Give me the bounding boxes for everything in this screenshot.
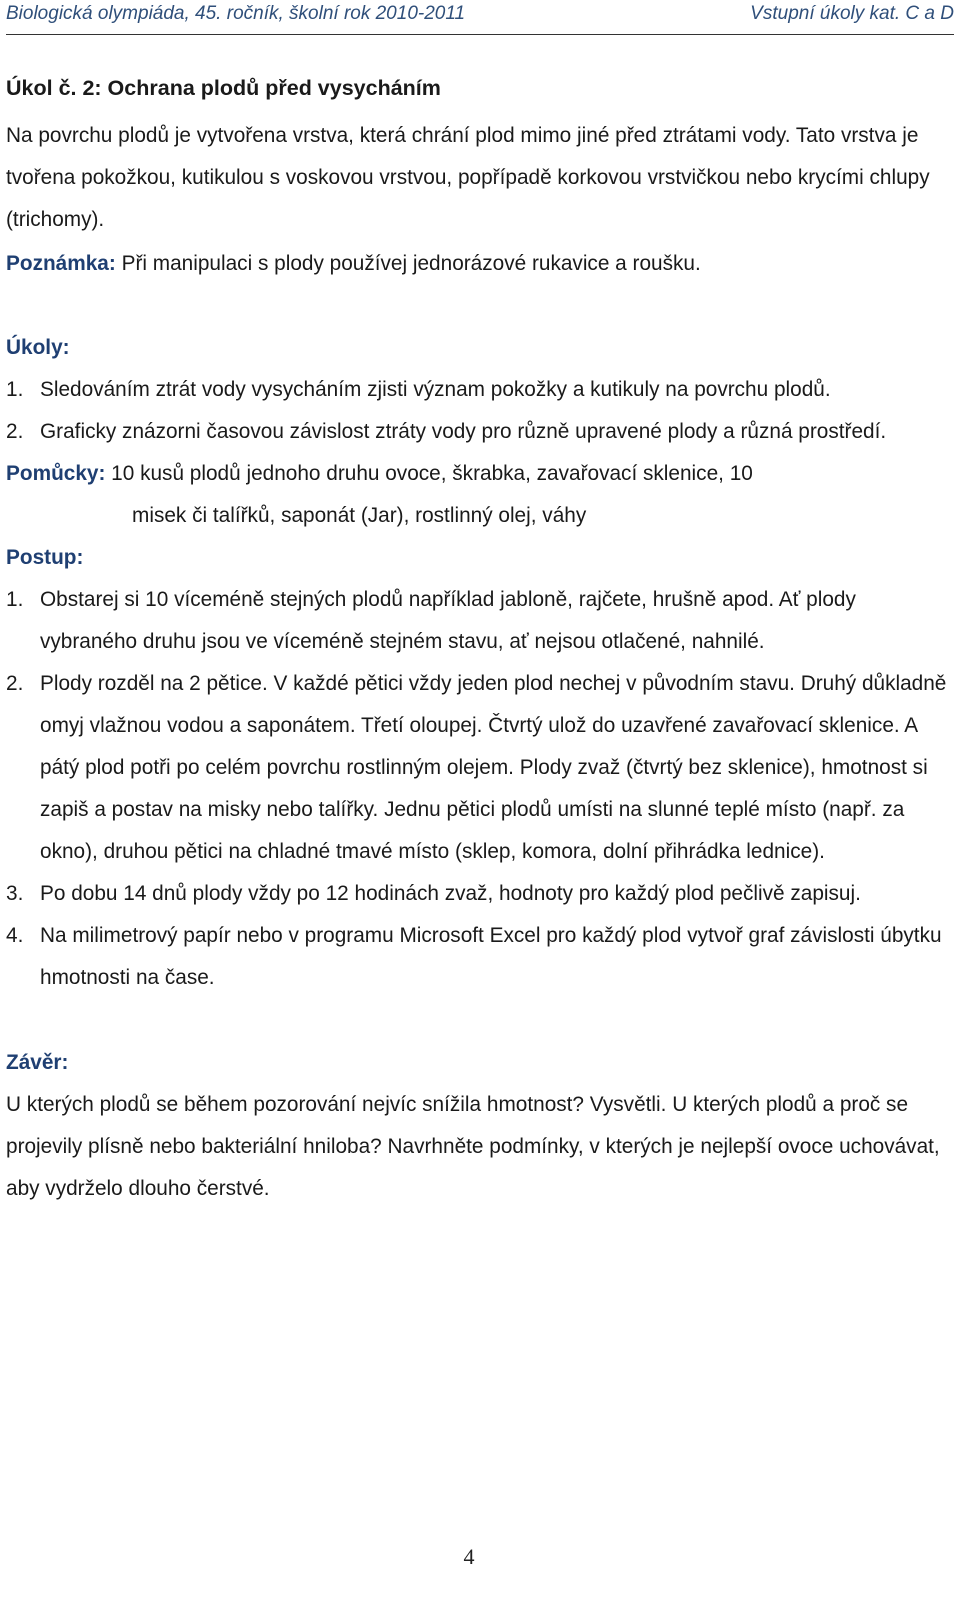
postup-item-text: Plody rozděl na 2 pětice. V každé pětici vždy jeden plod nechej v původním stavu. Druhý důkladně omyj vlažnou vodou a saponátem. Třetí oloupej. Čtvrtý ulož do uzavřené zavařovací sklenice. A pátý plod potři po celém povrchu rostlinným olejem. Plody zvaž (čtvrtý bez sklenice), hmotnost si zapiš a postav na misky nebo talířky. Jednu pětici plodů umísti na slunné teplé místo (např. za okno), druhou pětici na chladné tmavé místo (sklep, komora, dolní přihrádka lednice).	[40, 672, 947, 863]
spacer	[6, 285, 951, 327]
postup-heading: Postup:	[6, 546, 84, 569]
postup-item	[6, 579, 951, 663]
header-left-text: Biologická olympiáda, 45. ročník, školní rok 2010-2011	[6, 3, 466, 24]
document-body	[6, 72, 951, 1210]
ukoly-item	[6, 411, 951, 453]
ukoly-item-text: Sledováním ztrát vody vysycháním zjisti význam pokožky a kutikuly na povrchu plodů.	[40, 378, 831, 401]
task-intro: Na povrchu plodů je vytvořena vrstva, která chrání plod mimo jiné před ztrátami vody. Tato vrstva je tvořena pokožkou, kutikulou s voskovou vrstvou, popřípadě korkovou vrstvičkou nebo krycími chlupy (trichomy).	[6, 124, 930, 231]
note-label: Poznámka:	[6, 252, 116, 275]
pomucky-section	[6, 453, 951, 537]
postup-item-number: 2.	[6, 672, 24, 695]
zaver-text: U kterých plodů se během pozorování nejvíc snížila hmotnost? Vysvětli. U kterých plodů a proč se projevily plísně nebo bakteriální hniloba? Navrhněte podmínky, v kterých je nejlepší ovoce uchovávat, aby vydrželo dlouho čerstvé.	[6, 1093, 940, 1200]
ukoly-item-number: 2.	[6, 420, 24, 443]
zaver-heading: Závěr:	[6, 1051, 69, 1074]
pomucky-line-2: misek či talířků, saponát (Jar), rostlinný olej, váhy	[132, 504, 587, 527]
ukoly-item-number: 1.	[6, 378, 24, 401]
header-right-text: Vstupní úkoly kat. C a D	[750, 3, 954, 24]
postup-item-text: Obstarej si 10 víceméně stejných plodů například jabloně, rajčete, hrušně apod. Ať plody vybraného druhu jsou ve víceméně stejném stavu, ať nejsou otlačené, nahnilé.	[40, 588, 856, 653]
postup-item-number: 4.	[6, 924, 24, 947]
spacer	[6, 999, 951, 1042]
postup-item	[6, 663, 951, 873]
postup-item-text: Na milimetrový papír nebo v programu Microsoft Excel pro každý plod vytvoř graf závislosti úbytku hmotnosti na čase.	[40, 924, 942, 989]
page-number: 4	[463, 1544, 475, 1569]
pomucky-line-1: 10 kusů plodů jednoho druhu ovoce, škrabka, zavařovací sklenice, 10	[105, 462, 753, 485]
postup-item-number: 1.	[6, 588, 24, 611]
postup-item	[6, 873, 951, 915]
postup-item-text: Po dobu 14 dnů plody vždy po 12 hodinách zvaž, hodnoty pro každý plod pečlivě zapisuj.	[40, 882, 861, 905]
task-title: Úkol č. 2: Ochrana plodů před vysycháním	[6, 76, 441, 100]
task-note	[6, 243, 951, 285]
postup-item-number: 3.	[6, 882, 24, 905]
pomucky-label: Pomůcky:	[6, 462, 106, 485]
ukoly-item-text: Graficky znázorni časovou závislost ztráty vody pro různě upravené plody a různá prostředí.	[40, 420, 887, 443]
postup-item	[6, 915, 951, 999]
page-header	[6, 0, 954, 35]
note-text: Při manipulaci s plody používej jednorázové rukavice a roušku.	[115, 252, 701, 275]
ukoly-heading: Úkoly:	[6, 336, 70, 359]
ukoly-item	[6, 369, 951, 411]
